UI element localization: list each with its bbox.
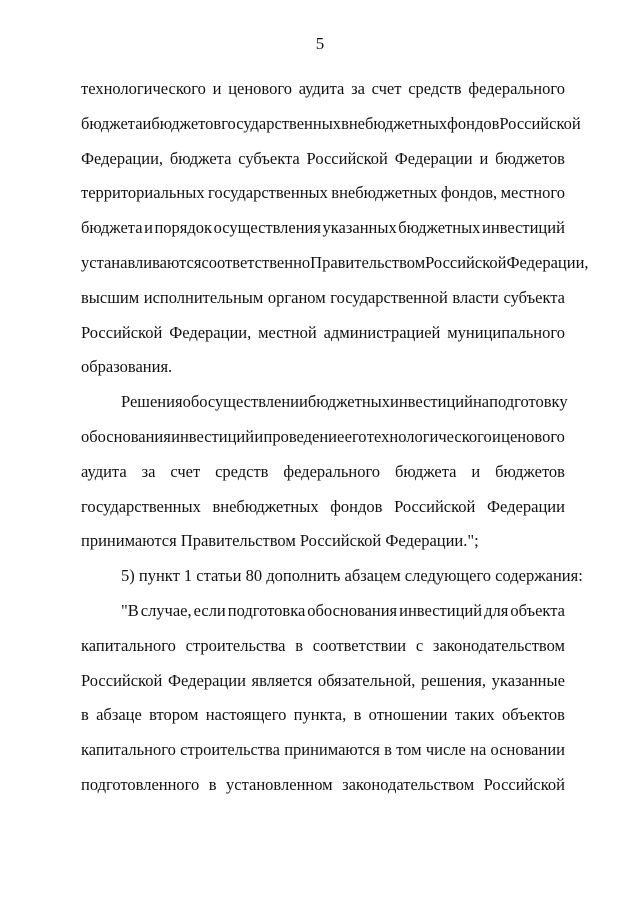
text-line: [81, 107, 581, 142]
word: осуществлении: [199, 392, 308, 412]
word: Федерации,: [506, 252, 589, 272]
word: средств: [408, 79, 462, 98]
word: отношении: [368, 705, 448, 725]
word: случае,: [140, 600, 192, 620]
text-line: [81, 281, 565, 316]
word: принимаются: [284, 740, 380, 760]
word: указанные: [491, 670, 565, 690]
word: его: [344, 426, 367, 446]
word: обязательной,: [317, 670, 416, 690]
word: местной: [258, 322, 317, 342]
word: если: [193, 600, 226, 620]
word: и: [254, 426, 264, 446]
word: бюджета: [169, 148, 232, 168]
word: порядок: [154, 218, 213, 238]
word: технологического: [366, 426, 492, 446]
text-line: [81, 246, 589, 281]
word: бюджета: [394, 461, 457, 481]
word: основании: [490, 740, 565, 760]
word: бюджета: [81, 113, 143, 133]
document-body: [81, 72, 589, 803]
word: втором: [149, 705, 199, 725]
word: за: [141, 461, 156, 481]
word: капитального: [81, 740, 176, 760]
word: инвестиций: [481, 218, 565, 238]
word: в: [353, 705, 362, 725]
word: за: [351, 79, 365, 98]
word: муниципального: [447, 322, 565, 342]
word: аудита: [81, 461, 127, 481]
word: подготовленного: [81, 774, 200, 794]
word: ценового: [228, 79, 292, 98]
text-line: [81, 490, 565, 525]
word: объекта: [510, 600, 565, 620]
word: субъекта: [238, 148, 300, 168]
word: в: [81, 705, 89, 725]
word: "В: [121, 600, 139, 620]
word: исполнительным: [143, 287, 264, 307]
text-line: [81, 211, 565, 246]
word: капитального: [81, 635, 176, 655]
word: пункта,: [293, 705, 347, 725]
text-line: [81, 594, 565, 629]
word: с: [415, 635, 424, 655]
text-line: [81, 629, 565, 664]
word: внебюджетных: [212, 496, 319, 516]
text-line: [81, 768, 565, 803]
word: счет: [170, 461, 201, 481]
word: указанных: [322, 218, 397, 238]
word: Правительством: [310, 252, 426, 272]
text-line: [81, 455, 565, 490]
word: и: [142, 113, 152, 133]
text-line: [81, 385, 568, 420]
word: Российской: [81, 322, 163, 342]
word: администрацией: [323, 322, 441, 342]
word: государственных: [208, 183, 328, 203]
text-line: [81, 733, 565, 768]
word: установленном: [226, 774, 333, 794]
word: в: [295, 635, 304, 655]
word: обоснования: [81, 426, 171, 446]
word: средств: [215, 461, 269, 481]
word: инвестиций: [399, 600, 483, 620]
text-line: 5) пункт 1 статьи 80 дополнить абзацем следующего содержания:: [121, 566, 583, 586]
text-line: [81, 176, 565, 211]
word: аудита: [298, 79, 345, 98]
word: технологического: [81, 79, 206, 98]
word: проведение: [263, 426, 345, 446]
word: внебюджетных: [341, 113, 448, 133]
word: том: [396, 740, 422, 760]
text-line: образования.: [81, 357, 173, 377]
word: для: [484, 600, 509, 620]
word: государственных: [221, 113, 342, 133]
word: в: [208, 774, 217, 794]
word: инвестиций: [390, 392, 473, 412]
word: законодательством: [432, 635, 565, 655]
word: числе: [425, 740, 466, 760]
word: федерального: [468, 79, 565, 98]
word: соответствии: [312, 635, 407, 655]
text-line: [81, 420, 565, 455]
word: настоящего: [205, 705, 287, 725]
word: строительства: [185, 635, 286, 655]
text-line: [81, 72, 565, 107]
word: государственной: [330, 287, 448, 307]
word: Федерации: [167, 670, 246, 690]
word: бюджета: [81, 218, 143, 238]
word: об: [182, 392, 200, 412]
text-line: [81, 698, 565, 733]
word: Федерации,: [169, 322, 252, 342]
word: и: [479, 148, 489, 168]
word: бюджетных: [398, 218, 481, 238]
word: бюджетов: [495, 461, 565, 481]
word: обоснования: [307, 600, 398, 620]
word: на: [472, 392, 490, 412]
word: законодательством: [342, 774, 475, 794]
word: подготовка: [227, 600, 306, 620]
word: Федерации: [394, 148, 473, 168]
word: Российской: [499, 113, 581, 133]
word: субъекта: [503, 287, 565, 307]
word: Российской: [483, 774, 565, 794]
word: в: [384, 740, 392, 760]
word: и: [144, 218, 153, 238]
word: решения,: [421, 670, 487, 690]
word: власти: [452, 287, 499, 307]
word: внебюджетных: [331, 183, 438, 203]
word: органом: [267, 287, 326, 307]
word: Российской: [425, 252, 507, 272]
word: федерального: [283, 461, 381, 481]
text-line: [81, 664, 565, 699]
word: соответственно: [201, 252, 311, 272]
page-number: 5: [315, 34, 325, 53]
word: устанавливаются: [81, 252, 202, 272]
word: объектов: [501, 705, 565, 725]
text-line: [81, 316, 565, 351]
word: Федерации: [487, 496, 565, 516]
word: Российской: [81, 670, 163, 690]
word: и: [492, 426, 501, 446]
word: Решения: [121, 392, 183, 412]
word: Российской: [306, 148, 388, 168]
word: фондов: [330, 496, 383, 516]
word: осуществления: [213, 218, 321, 238]
word: на: [470, 740, 487, 760]
word: бюджетов: [495, 148, 565, 168]
text-line: принимаются Правительством Российской Федерации.";: [81, 531, 479, 551]
word: Федерации,: [81, 148, 164, 168]
word: подготовку: [489, 392, 568, 412]
word: является: [251, 670, 313, 690]
word: местного: [500, 183, 565, 203]
word: территориальных: [81, 183, 205, 203]
word: фондов: [447, 113, 500, 133]
word: инвестиций: [171, 426, 255, 446]
word: фондов,: [440, 183, 498, 203]
word: абзаце: [96, 705, 142, 725]
word: таких: [454, 705, 495, 725]
word: и: [212, 79, 222, 98]
word: строительства: [180, 740, 280, 760]
text-line: [81, 142, 565, 177]
word: государственных: [81, 496, 201, 516]
word: высшим: [81, 287, 140, 307]
word: Российской: [394, 496, 476, 516]
word: и: [471, 461, 481, 481]
word: ценового: [501, 426, 565, 446]
word: бюджетных: [307, 392, 391, 412]
word: бюджетов: [151, 113, 222, 133]
word: счет: [371, 79, 402, 98]
